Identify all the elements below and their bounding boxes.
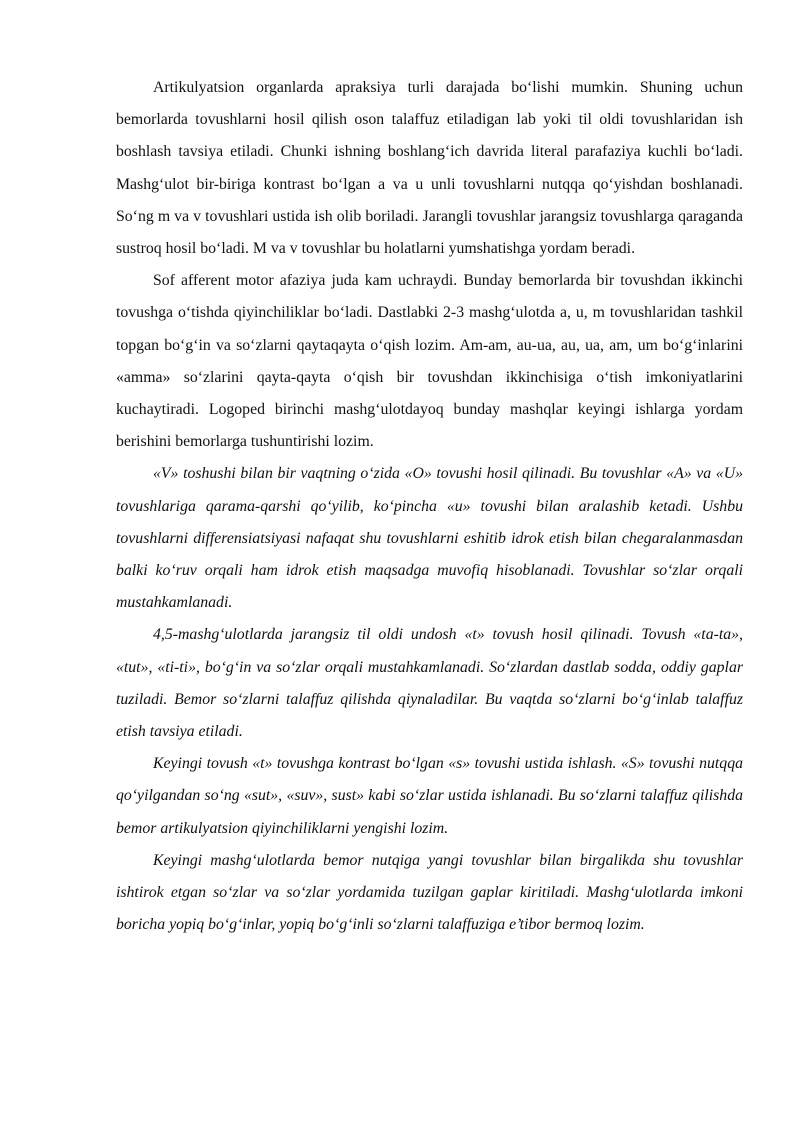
paragraph-s-sound: Keyingi tovush «t» tovushga kontrast bo‘lgan «s» tovushi ustida ishlash. «S» tovushi nutqqa qo‘yilgandan so‘ng «sut», «suv», sust» kabi so‘zlar ustida ishlanadi. Bu so‘zlarni talaffuz qilishda bemor artikulyatsion qiyinchiliklarni yengishi lozim. bbox=[116, 755, 743, 837]
paragraph-t-sound: 4,5-mashg‘ulotlarda jarangsiz til oldi undosh «t» tovush hosil qilinadi. Tovush «ta-ta», «tut», «ti-ti», bo‘g‘in va so‘zlar orqali mustahkamlanadi. So‘zlardan dastlab sodda, oddiy gaplar tuziladi. Bemor so‘zlarni talaffuz qilishda qiynaladilar. Bu vaqtda so‘zlarni bo‘g‘inlab talaffuz etish tavsiya etiladi. bbox=[116, 626, 743, 741]
paragraph-closed-syllables: Keyingi mashg‘ulotlarda bemor nutqiga yangi tovushlar bilan birgalikda shu tovushlar ishtirok etgan so‘zlar va so‘zlar yordamida tuzilgan gaplar kiritiladi. Mashg‘ulotlarda imkoni boricha yopiq bo‘g‘inlar, yopiq bo‘g‘inli so‘zlarni talaffuziga e’tibor bermoq lozim. bbox=[116, 851, 743, 934]
paragraph-afferent-motor-aphasia: Sof afferent motor afaziya juda kam uchraydi. Bunday bemorlarda bir tovushdan ikkinchi tovushga o‘tishda qiyinchiliklar bo‘ladi. Dastlabki 2-3 mashg‘ulotda a, u, m tovushlaridan tashkil topgan bo‘g‘in va so‘zlarni qaytaqayta o‘qish lozim. Am-am, au-ua, au, ua, am, um bo‘g‘inlarini «amma» so‘zlarini qayta-qayta o‘qish bir tovushdan ikkinchisiga o‘tish imkoniyatlarini kuchaytiradi. Logoped birinchi mashg‘ulotdayoq bunday mashqlar keyingi ishlarga yordam berishini bemorlarga tushuntirishi lozim. bbox=[116, 272, 743, 451]
document-page bbox=[116, 72, 743, 941]
paragraph-apraxia-articulation: Artikulyatsion organlarda apraksiya turli darajada bo‘lishi mumkin. Shuning uchun bemorlarda tovushlarni hosil qilish oson talaffuz etiladigan lab yoki til oldi tovushlaridan ish boshlash tavsiya etiladi. Chunki ishning boshlang‘ich davrida literal parafaziya kuchli bo‘ladi. Mashg‘ulot bir-biriga kontrast bo‘lgan a va u unli tovushlarni nutqqa qo‘yishdan boshlanadi. So‘ng m va v tovushlari ustida ish olib boriladi. Jarangli tovushlar jarangsiz tovushlarga qaraganda sustroq hosil bo‘ladi. M va v tovushlar bu holatlarni yumshatishga yordam beradi. bbox=[116, 79, 743, 258]
paragraph-v-o-sounds: «V» toshushi bilan bir vaqtning o‘zida «O» tovushi hosil qilinadi. Bu tovushlar «A» va «U» tovushlariga qarama-qarshi qo‘yilib, ko‘pincha «u» tovushi bilan aralashib ketadi. Ushbu tovushlarni differensiatsiyasi nafaqat shu tovushlarni eshitib idrok etish bilan chegaralanmasdan balki ko‘ruv orqali ham idrok etish maqsadga muvofiq hisoblanadi. Tovushlar so‘zlar orqali mustahkamlanadi. bbox=[116, 465, 743, 612]
